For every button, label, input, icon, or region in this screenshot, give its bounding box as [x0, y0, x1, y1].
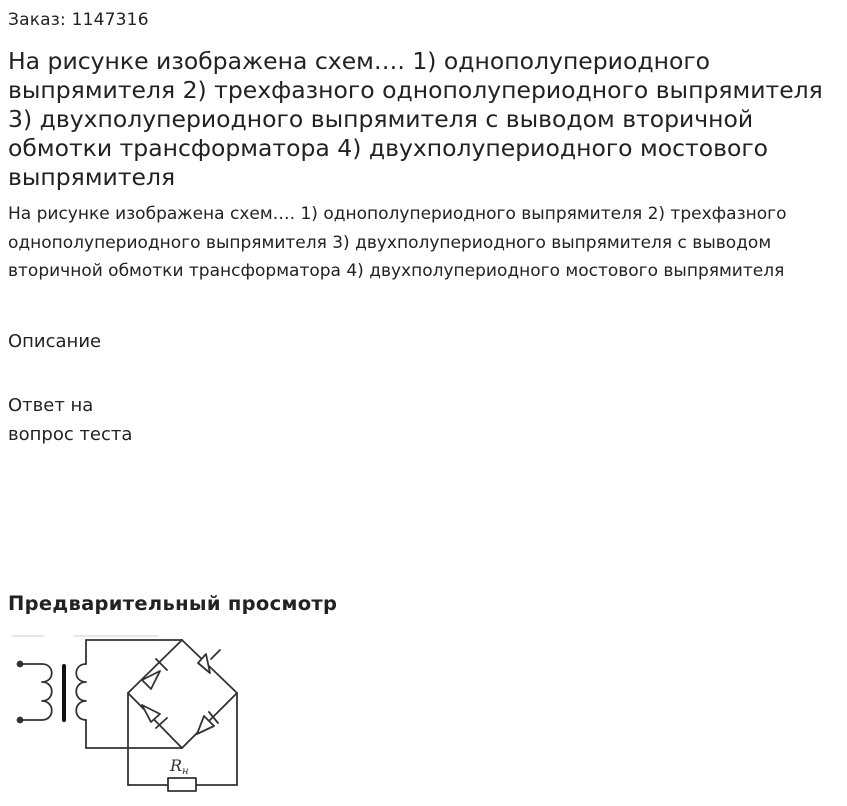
diode-icon — [142, 705, 167, 728]
load-resistor-icon — [168, 778, 196, 791]
load-label: Rн — [170, 756, 189, 777]
bridge-arm — [128, 693, 182, 748]
diode-icon — [142, 659, 167, 689]
description-heading: Описание — [8, 331, 102, 352]
question-body: На рисунке изображена схем…. 1) однополупериодного выпрямителя 2) трехфазного однополупериодного выпрямителя 3) двухполупериодного выпрямителя с выводом вторичной обмотки трансформатора 4) двухполупериодного мостового выпрямителя — [8, 204, 787, 281]
order-line — [8, 9, 149, 31]
preview-heading: Предварительный просмотр — [8, 592, 338, 615]
secondary-winding-icon — [76, 664, 86, 720]
order-number: 1147316 — [71, 10, 149, 30]
diode-icon — [198, 650, 220, 673]
answer-line-2: вопрос теста — [8, 424, 133, 445]
bridge-rectifier-diagram — [8, 630, 248, 800]
preview-image[interactable] — [8, 630, 248, 800]
answer-line-1: Ответ на — [8, 395, 94, 416]
answer-text — [8, 391, 208, 449]
order-label: Заказ: — [8, 10, 66, 30]
question-title: На рисунке изображена схем…. 1) однополупериодного выпрямителя 2) трехфазного однополупериодного выпрямителя 3) двухполупериодного выпрямителя с выводом вторичной обмотки трансформатора 4) двухполупериодного мостового выпрямителя — [8, 47, 823, 191]
bridge-arm — [128, 640, 182, 693]
primary-winding-icon — [42, 664, 52, 720]
